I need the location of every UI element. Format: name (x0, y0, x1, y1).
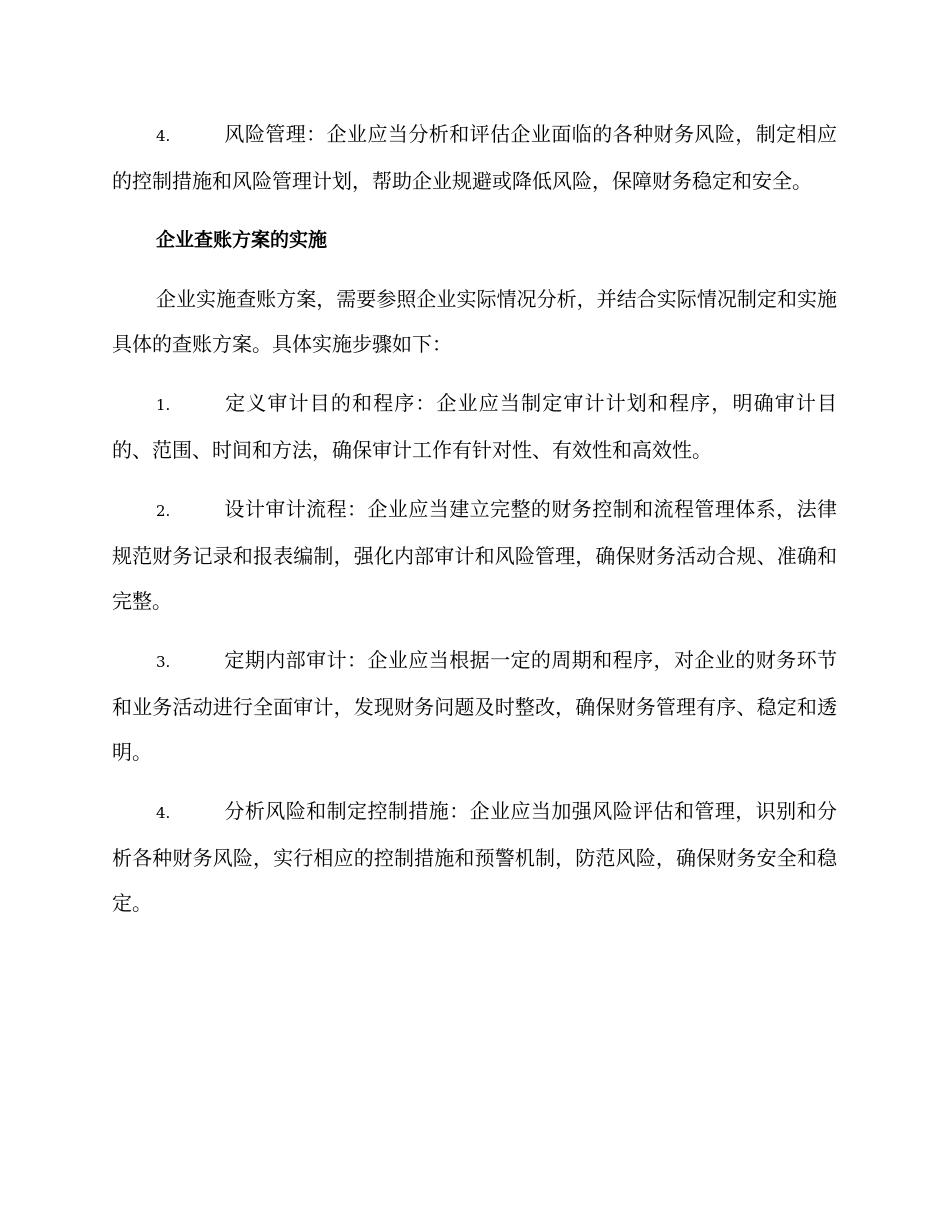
list-item-step-4 (112, 789, 837, 926)
paragraph-gap (112, 204, 837, 218)
document-page (112, 112, 837, 926)
list-item-step-2 (112, 487, 837, 624)
paragraph-gap (112, 473, 837, 487)
list-item-text: 定义审计目的和程序：企业应当制定审计计划和程序，明确审计目的、范围、时间和方法，确保审计工作有针对性、有效性和高效性。 (112, 391, 837, 462)
list-number: 1. (156, 396, 171, 414)
section-intro-paragraph: 企业实施查账方案，需要参照企业实际情况分析，并结合实际情况制定和实施具体的查账方案。具体实施步骤如下： (112, 287, 837, 356)
list-item-risk-management (112, 112, 837, 204)
paragraph-gap (112, 263, 837, 277)
list-item-text: 风险管理：企业应当分析和评估企业面临的各种财务风险，制定相应的控制措施和风险管理计划，帮助企业规避或降低风险，保障财务稳定和安全。 (112, 122, 837, 193)
paragraph-gap (112, 775, 837, 789)
list-item-text: 分析风险和制定控制措施：企业应当加强风险评估和管理，识别和分析各种财务风险，实行相应的控制措施和预警机制，防范风险，确保财务安全和稳定。 (112, 799, 837, 915)
paragraph-gap (112, 367, 837, 381)
list-item-step-3 (112, 638, 837, 775)
list-item-step-1 (112, 381, 837, 473)
list-number: 2. (156, 502, 171, 520)
list-item-text: 定期内部审计：企业应当根据一定的周期和程序，对企业的财务环节和业务活动进行全面审计，发现财务问题及时整改，确保财务管理有序、稳定和透明。 (112, 648, 837, 764)
list-item-text: 设计审计流程：企业应当建立完整的财务控制和流程管理体系，法律规范财务记录和报表编制，强化内部审计和风险管理，确保财务活动合规、准确和完整。 (112, 497, 837, 613)
list-number: 4. (156, 127, 171, 145)
list-number: 4. (156, 804, 171, 822)
list-number: 3. (156, 653, 171, 671)
section-heading: 企业查账方案的实施 (156, 229, 328, 251)
paragraph-gap (112, 624, 837, 638)
